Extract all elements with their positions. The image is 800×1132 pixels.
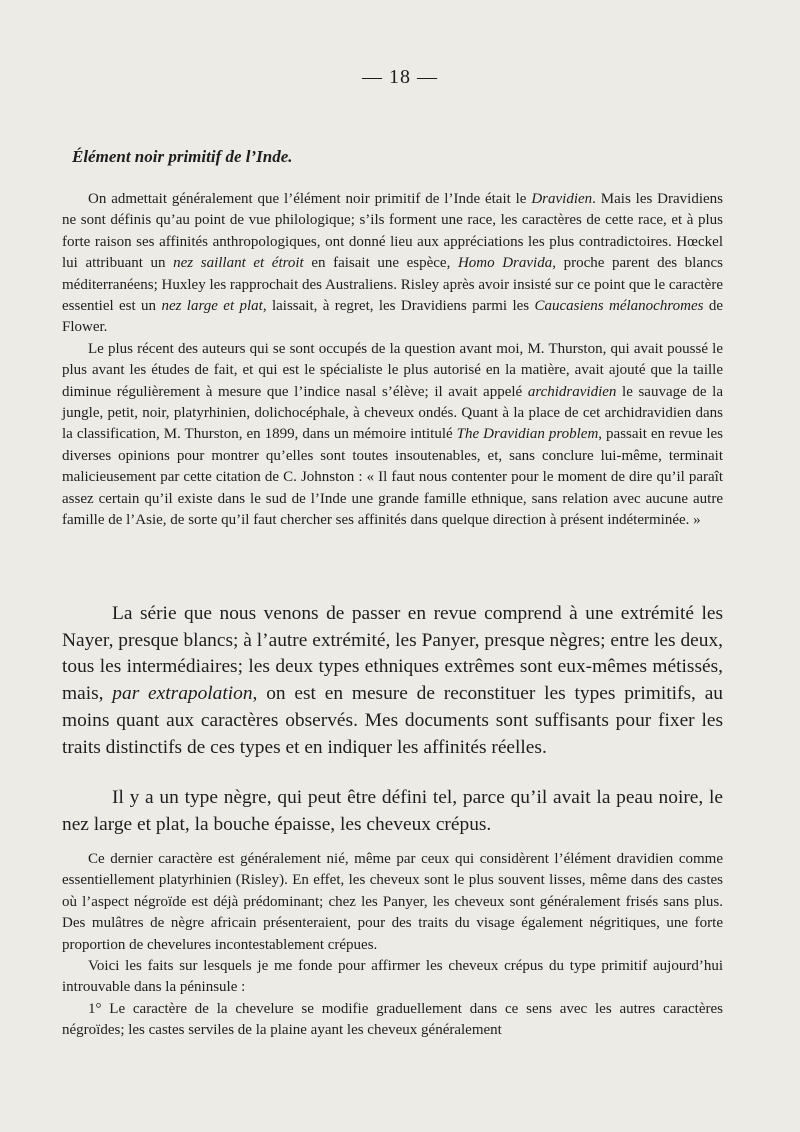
text-block-intro [62,189,723,532]
text-block-type-negre [62,785,723,838]
page-number: — 18 — [362,66,438,88]
paragraph-voici-les-faits: Voici les faits sur lesquels je me fonde pour affirmer les cheveux crépus du type primitif aujourd’hui introuvable dans la péninsule : [62,958,723,996]
paragraph-type-negre: Il y a un type nègre, qui peut être défini tel, parce qu’il avait la peau noire, le nez large et plat, la bouche épaisse, les cheveux crépus. [62,787,723,835]
text-block-serie [62,601,723,761]
section-title: Élément noir primitif de l’Inde. [72,147,293,166]
paragraph-point-1: 1° Le caractère de la chevelure se modifie graduellement dans ce sens avec les autres caractères négroïdes; les castes serviles de la plaine ayant les cheveux généralement [62,1000,723,1039]
paragraph-thurston: Le plus récent des auteurs qui se sont occupés de la question avant moi, M. Thurston, qui avait poussé le plus avant les études de fait, et qui est le spécialiste le plus autorisé en la matière, avait ajouté que la taille diminue régulièrement à mesure que l’indice nasal s’élève; il avait appelé archidravidien le sauvage de la jungle, petit, noir, platyrhinien, dolichocéphale, à cheveux ondés. Quant à la place de cet archidravidien dans la classification, M. Thurston, en 1899, dans un mémoire intitulé The Dravidian problem, passait en revue les diverses opinions pour montrer qu’elles sont toutes insoutenables, et, sans conclure lui-même, terminait malicieusement par cette citation de C. Johnston : « Il faut nous contenter pour le moment de dire qu’il paraît assez certain qu’il existe dans le sud de l’Inde une grande famille ethnique, sans relation avec aucune autre famille de l’Asie, de sorte qu’il faut chercher ses affinités dans quelque direction à présent indéterminée. » [62,340,724,529]
paragraph-serie: La série que nous venons de passer en revue comprend à une extrémité les Nayer, presque blancs; à l’autre extrémité, les Panyer, presque nègres; entre les deux, tous les intermédiaires; les deux types ethniques extrêmes sont eux-mêmes métissés, mais, par extrapolation, on est en mesure de reconstituer les types primitifs, au moins quant aux caractères observés. Mes documents sont suffisants pour fixer les traits distinctifs de ces types et en indiquer les affinités réelles. [62,603,723,758]
paragraph-dernier-caractere: Ce dernier caractère est généralement nié, même par ceux qui considèrent l’élément dravidien comme essentiellement platyrhinien (Risley). En effet, les cheveux sont le plus souvent lisses, même dans des castes où l’aspect négroïde est déjà prédominant; chez les Panyer, les cheveux sont généralement frisés sans plus. Des mulâtres de nègre africain présenteraient, pour des traits du visage également négritiques, une forte proportion de chevelures incontestablement crépues. [62,851,723,953]
paragraph-dravidien: On admettait généralement que l’élément noir primitif de l’Inde était le Dravidien. Mais les Dravidiens ne sont définis qu’au point de vue philologique; s’ils forment une race, les caractères de cette race, et à plus forte raison ses affinités anthropologiques, ont donné lieu aux appréciations les plus contradictoires. Hœckel lui attribuant un nez saillant et étroit en faisait une espèce, Homo Dravida, proche parent des blancs méditerranéens; Huxley les rapprochait des Australiens. Risley après avoir insisté sur ce point que le caractère essentiel est un nez large et plat, laissait, à regret, les Dravidiens parmi les Caucasiens mélanochromes de Flower. [62,191,723,336]
text-block-cheveux [62,849,723,1042]
